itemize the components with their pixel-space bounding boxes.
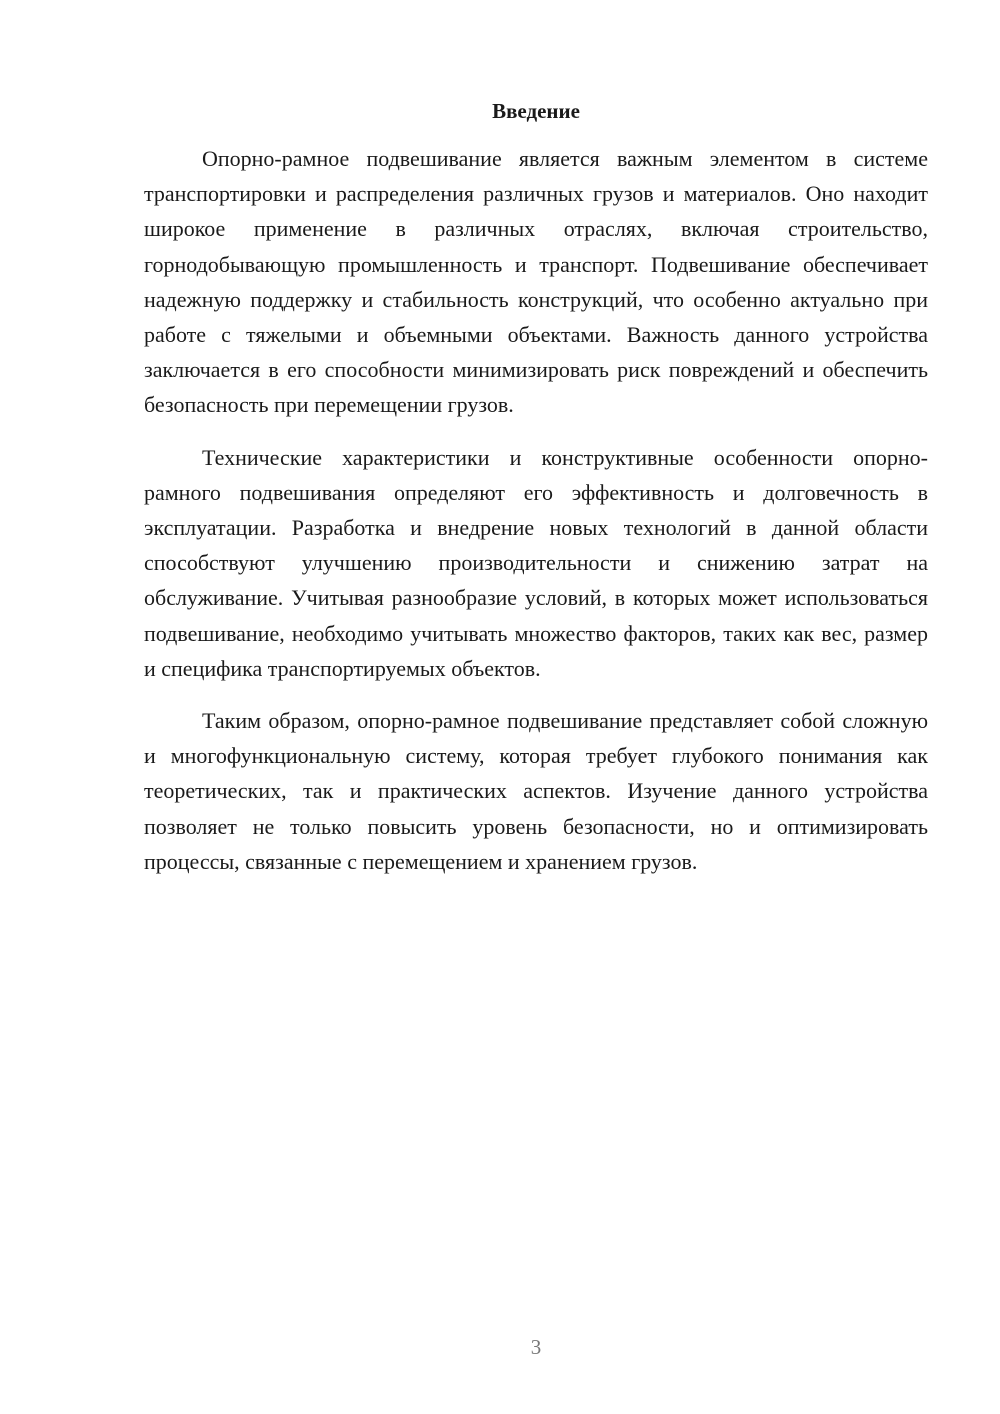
page-number: 3 [530,1335,542,1359]
paragraph-1: Опорно-рамное подвешивание является важным элементом в системе транспортировки и распределения различных грузов и материалов. Оно находит широкое применение в различных отраслях, включая строительство, горнодобывающую промышленность и транспорт. Подвешивание обеспечивает надежную поддержку и стабильность конструкций, что особенно актуально при работе с тяжелыми и объемными объектами. Важность данного устройства заключается в его способности минимизировать риск повреждений и обеспечить безопасность при перемещении грузов. [144,146,928,418]
section-heading: Введение [492,99,580,123]
paragraph-3: Таким образом, опорно-рамное подвешивание представляет собой сложную и многофункциональную систему, которая требует глубокого понимания как теоретических, так и практических аспектов. Изучение данного устройства позволяет не только повысить уровень безопасности, но и оптимизировать процессы, связанные с перемещением и хранением грузов. [144,708,928,874]
body-text [144,141,928,896]
paragraph-2: Технические характеристики и конструктивные особенности опорно-рамного подвешивания определяют его эффективность и долговечность в эксплуатации. Разработка и внедрение новых технологий в данной области способствуют улучшению производительности и снижению затрат на обслуживание. Учитывая разнообразие условий, в которых может использоваться подвешивание, необходимо учитывать множество факторов, таких как вес, размер и специфика транспортируемых объектов. [144,444,928,681]
